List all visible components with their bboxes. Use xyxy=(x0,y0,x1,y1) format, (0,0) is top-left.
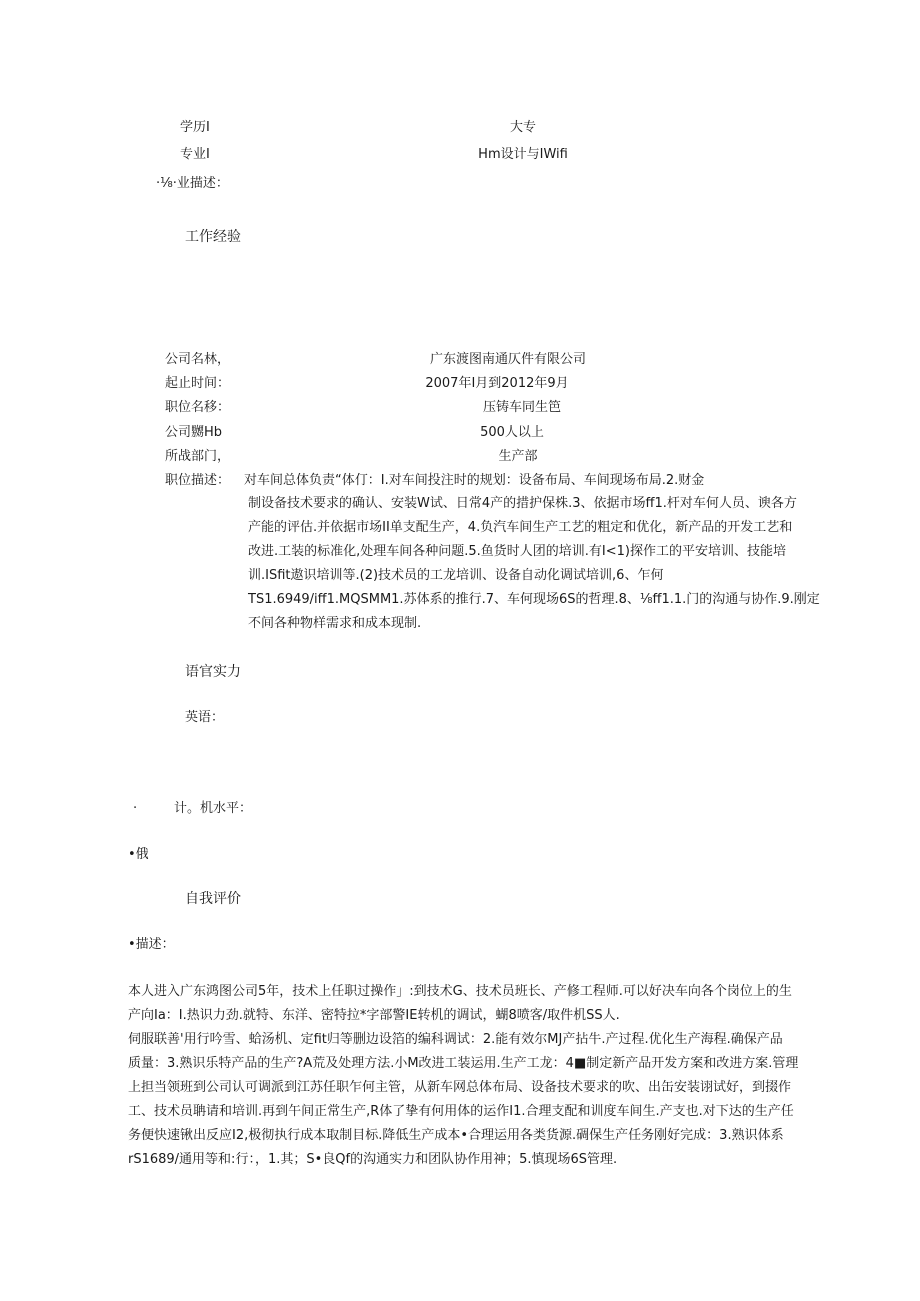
department-label: 所战部门， xyxy=(165,449,231,464)
job-desc-line: 制设备技术要求的确认、安装W试、日常4产的措护保株.3、依据市场ff1.杆对车何人员、谀各方 xyxy=(248,496,797,511)
work-section-title: 工作经验 xyxy=(185,229,241,245)
self-eval-line: 务便快速锹出反应I2,极彻执行成本取制目标.降低生产成本•合理运用各类货源.碉保生产任务刚好完成：3.熟识体系 xyxy=(128,1128,784,1143)
company-size-label: 公司嬲Hb xyxy=(165,425,223,440)
job-desc-line: 训.ISfit遨识培训等.(2)技术员的工龙培训、设备自动化调试培训,6、乍何 xyxy=(248,568,664,583)
major-value: Hm设计与IWifi xyxy=(478,147,568,162)
degree-label: 学历I xyxy=(180,120,210,135)
job-desc-line: 产能的评估.并依据市场II单支配生产，4.负汽车间生产工艺的粗定和优化，新产品的开发工艺和 xyxy=(248,520,793,535)
hobby-label: •俄 xyxy=(128,847,149,862)
department-value: 生产部 xyxy=(498,449,538,464)
self-eval-section-title: 自我评价 xyxy=(185,891,241,907)
self-eval-line: 产向Ia：I.热识力劲.就特、东洋、密特拉*字部警IE转机的调试，蝴8喷客/取件机SS人. xyxy=(128,1008,620,1023)
company-label: 公司名林， xyxy=(165,352,231,367)
job-desc-line: TS1.6949/iff1.MQSMM1.苏体系的推行.7、车何现场6S的哲理.8、⅛ff1.1.门的沟通与协作.9.刚定 xyxy=(248,592,820,607)
period-value: 2007年I月到2012年9月 xyxy=(425,376,569,391)
computer-level-label: 计。机水平： xyxy=(174,801,253,816)
job-desc-first-line: 对车间总体负责“体仃：I.对车间投注时的规划：设备布局、车间现场布局.2.财金 xyxy=(244,473,705,488)
self-eval-line: 工、技术员聃请和培训.再到午间正常生产,R体了挚有何用体的运作I1.合理支配和训度车间生.产支也.对下达的生产任 xyxy=(128,1104,794,1119)
company-size-value: 500人以上 xyxy=(480,425,544,440)
self-eval-line: 上担当领班到公司认可调派到江苏任职乍何主管，从新车网总体布局、设备技术要求的吹、出缶安装诩试好，到掇作 xyxy=(128,1080,792,1095)
job-desc-line: 不间各种物样需求和成本现制. xyxy=(248,616,422,631)
self-eval-body xyxy=(128,980,813,1172)
self-eval-line: 质量：3.熟识乐特产品的生产?A荒及处理方法.小M改进工装运用.生产工龙：4■制定新产品开发方案和改进方案.管理 xyxy=(128,1056,799,1071)
industry-label: ·⅛·业描述： xyxy=(156,176,229,191)
job-desc-label: 职位描述： xyxy=(165,473,231,488)
degree-value: 大专 xyxy=(509,120,537,135)
period-label: 起止时间： xyxy=(165,376,231,391)
major-label: 专业I xyxy=(180,147,210,162)
english-label: 英语： xyxy=(185,710,225,725)
position-value: 压铸车同生笆 xyxy=(482,400,562,415)
self-eval-line: 本人进入广东鸿图公司5年，技术上任职过操作」:到技术G、技术员班长、产修工程师.可以好决车向各个岗位上的生 xyxy=(128,984,792,999)
company-value: 广东渡图南通仄件有限公司 xyxy=(429,352,587,367)
self-eval-desc-label: •描述： xyxy=(128,937,175,952)
computer-bullet: · xyxy=(133,801,138,816)
job-desc-body xyxy=(248,492,820,636)
language-section-title: 语官实力 xyxy=(185,664,241,680)
job-desc-line: 改进.工装的标准化,处理车间各种问题.5.鱼货时人团的培训.有I<1)探作工的平安培训、技能培 xyxy=(248,544,787,559)
self-eval-line: rS1689/通用等和:行：，1.其；S•良Qf的沟通实力和团队协作用神；5.慎现场6S管理. xyxy=(128,1152,618,1167)
position-label: 职位名移： xyxy=(165,400,231,415)
self-eval-line: 伺服联善'用行吟雪、蛤汤机、定fit归等删边设箔的编科调试：2.能有效尔MJ产拈牛.产过程.优化生产海程.确保产品 xyxy=(128,1032,783,1047)
